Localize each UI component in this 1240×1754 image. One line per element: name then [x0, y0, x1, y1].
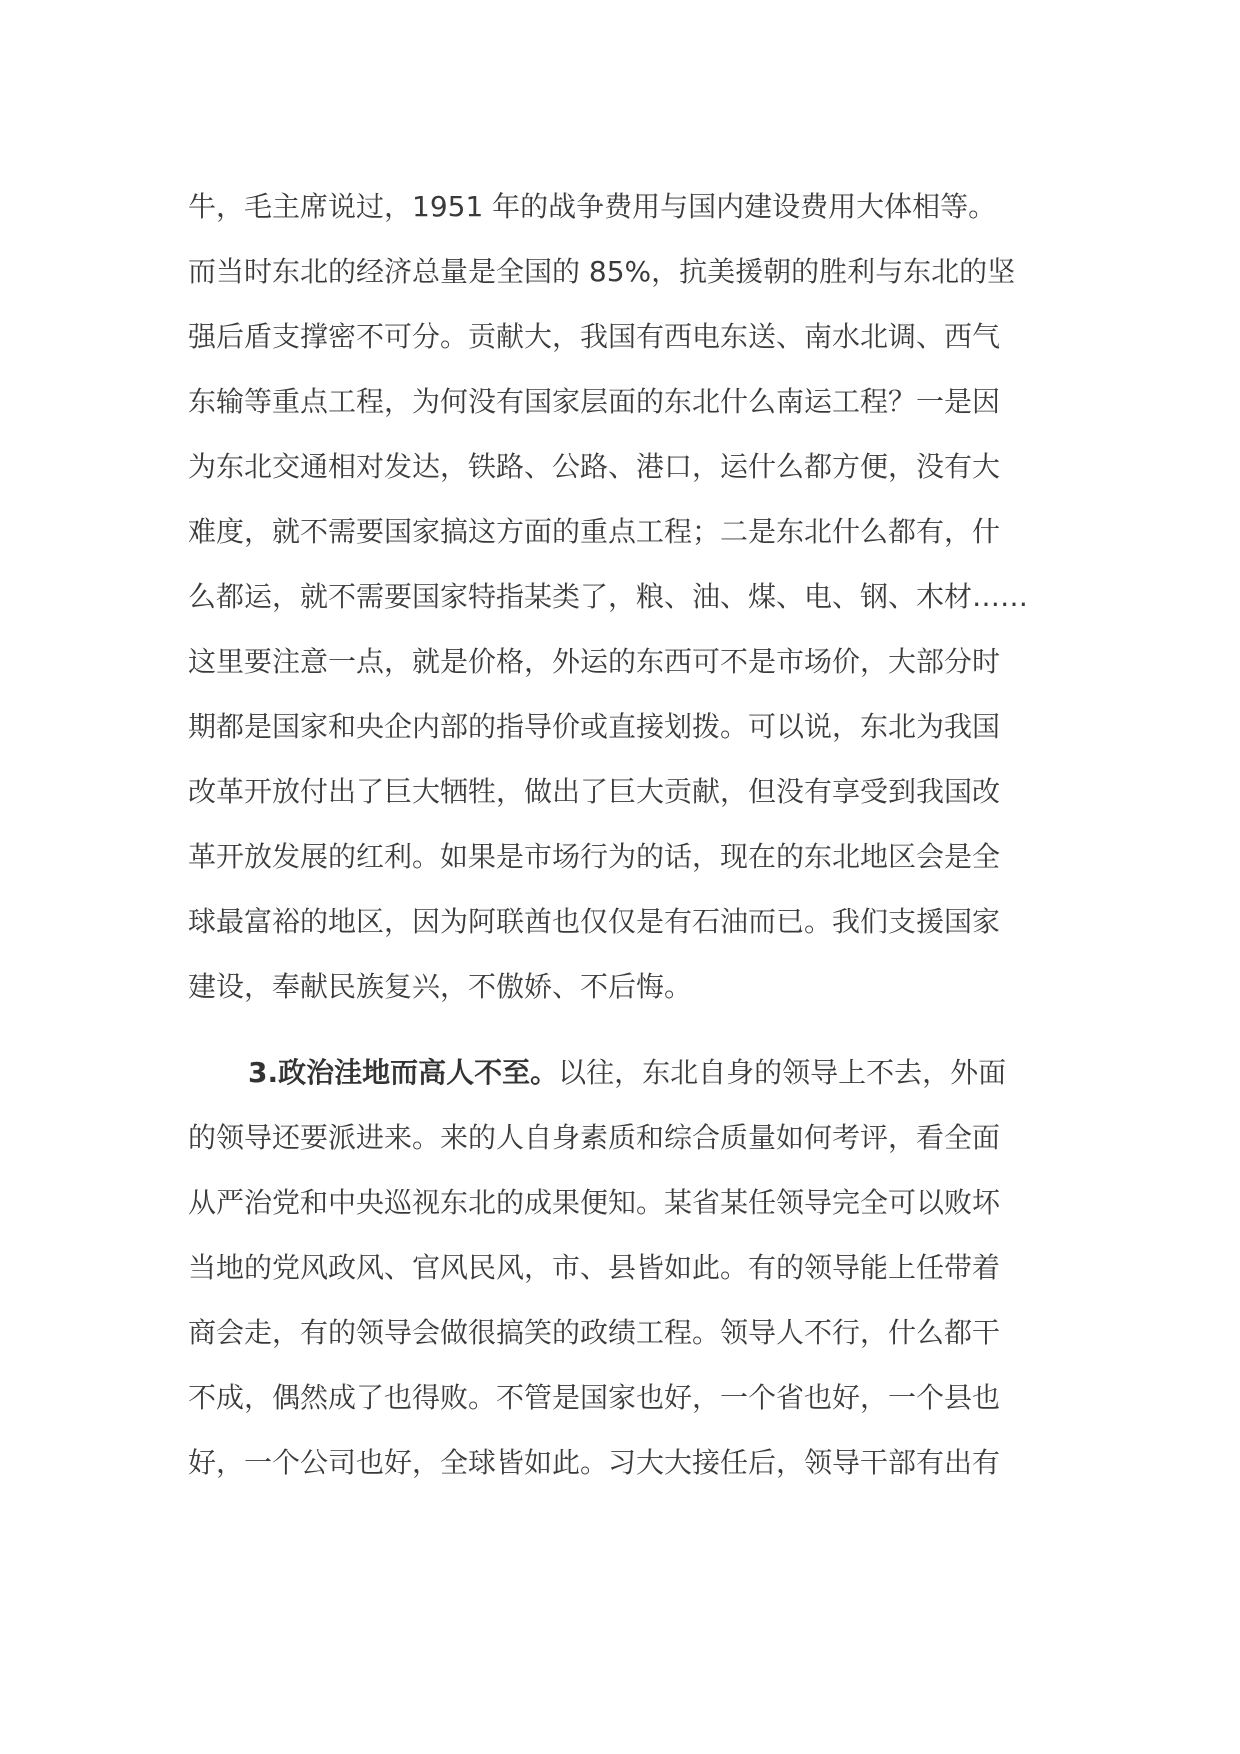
text-line: 从严治党和中央巡视东北的成果便知。某省某任领导完全可以败坏 [188, 1186, 1001, 1219]
text-line: 而当时东北的经济总量是全国的 85%，抗美援朝的胜利与东北的坚 [188, 255, 1016, 288]
text-line: 建设，奉献民族复兴，不傲娇、不后悔。 [188, 970, 693, 1003]
text-line: 为东北交通相对发达，铁路、公路、港口，运什么都方便，没有大 [188, 450, 1001, 483]
text-line: 的领导还要派进来。来的人自身素质和综合质量如何考评，看全面 [188, 1121, 1001, 1154]
heading-line-rest: 以往，东北自身的领导上不去，外面 [558, 1056, 1007, 1089]
text-line: 当地的党风政风、官风民风，市、县皆如此。有的领导能上任带着 [188, 1251, 1001, 1284]
section-heading: 3.政治洼地而高人不至。 [248, 1056, 559, 1089]
text-line: 球最富裕的地区，因为阿联酋也仅仅是有石油而已。我们支援国家 [188, 905, 1001, 938]
text-line: 不成，偶然成了也得败。不管是国家也好，一个省也好，一个县也 [188, 1381, 1001, 1414]
text-line [188, 1040, 1060, 1105]
text-line: 牛，毛主席说过，1951 年的战争费用与国内建设费用大体相等。 [188, 190, 997, 223]
text-line: 改革开放付出了巨大牺牲，做出了巨大贡献，但没有享受到我国改 [188, 775, 1001, 808]
text-line: 难度，就不需要国家搞这方面的重点工程；二是东北什么都有，什 [188, 515, 1001, 548]
text-line: 东输等重点工程，为何没有国家层面的东北什么南运工程？一是因 [188, 385, 1001, 418]
paragraph-2 [188, 1040, 1060, 1495]
text-line: 强后盾支撑密不可分。贡献大，我国有西电东送、南水北调、西气 [188, 320, 1001, 353]
text-line: 期都是国家和央企内部的指导价或直接划拨。可以说，东北为我国 [188, 710, 1001, 743]
text-line: 这里要注意一点，就是价格，外运的东西可不是市场价，大部分时 [188, 645, 1001, 678]
text-line: 好，一个公司也好，全球皆如此。习大大接任后，领导干部有出有 [188, 1446, 1001, 1479]
paragraph-1 [188, 174, 1060, 1019]
text-line: 么都运，就不需要国家特指某类了，粮、油、煤、电、钢、木材…… [188, 580, 1029, 613]
text-line: 革开放发展的红利。如果是市场行为的话，现在的东北地区会是全 [188, 840, 1001, 873]
text-line: 商会走，有的领导会做很搞笑的政绩工程。领导人不行，什么都干 [188, 1316, 1001, 1349]
